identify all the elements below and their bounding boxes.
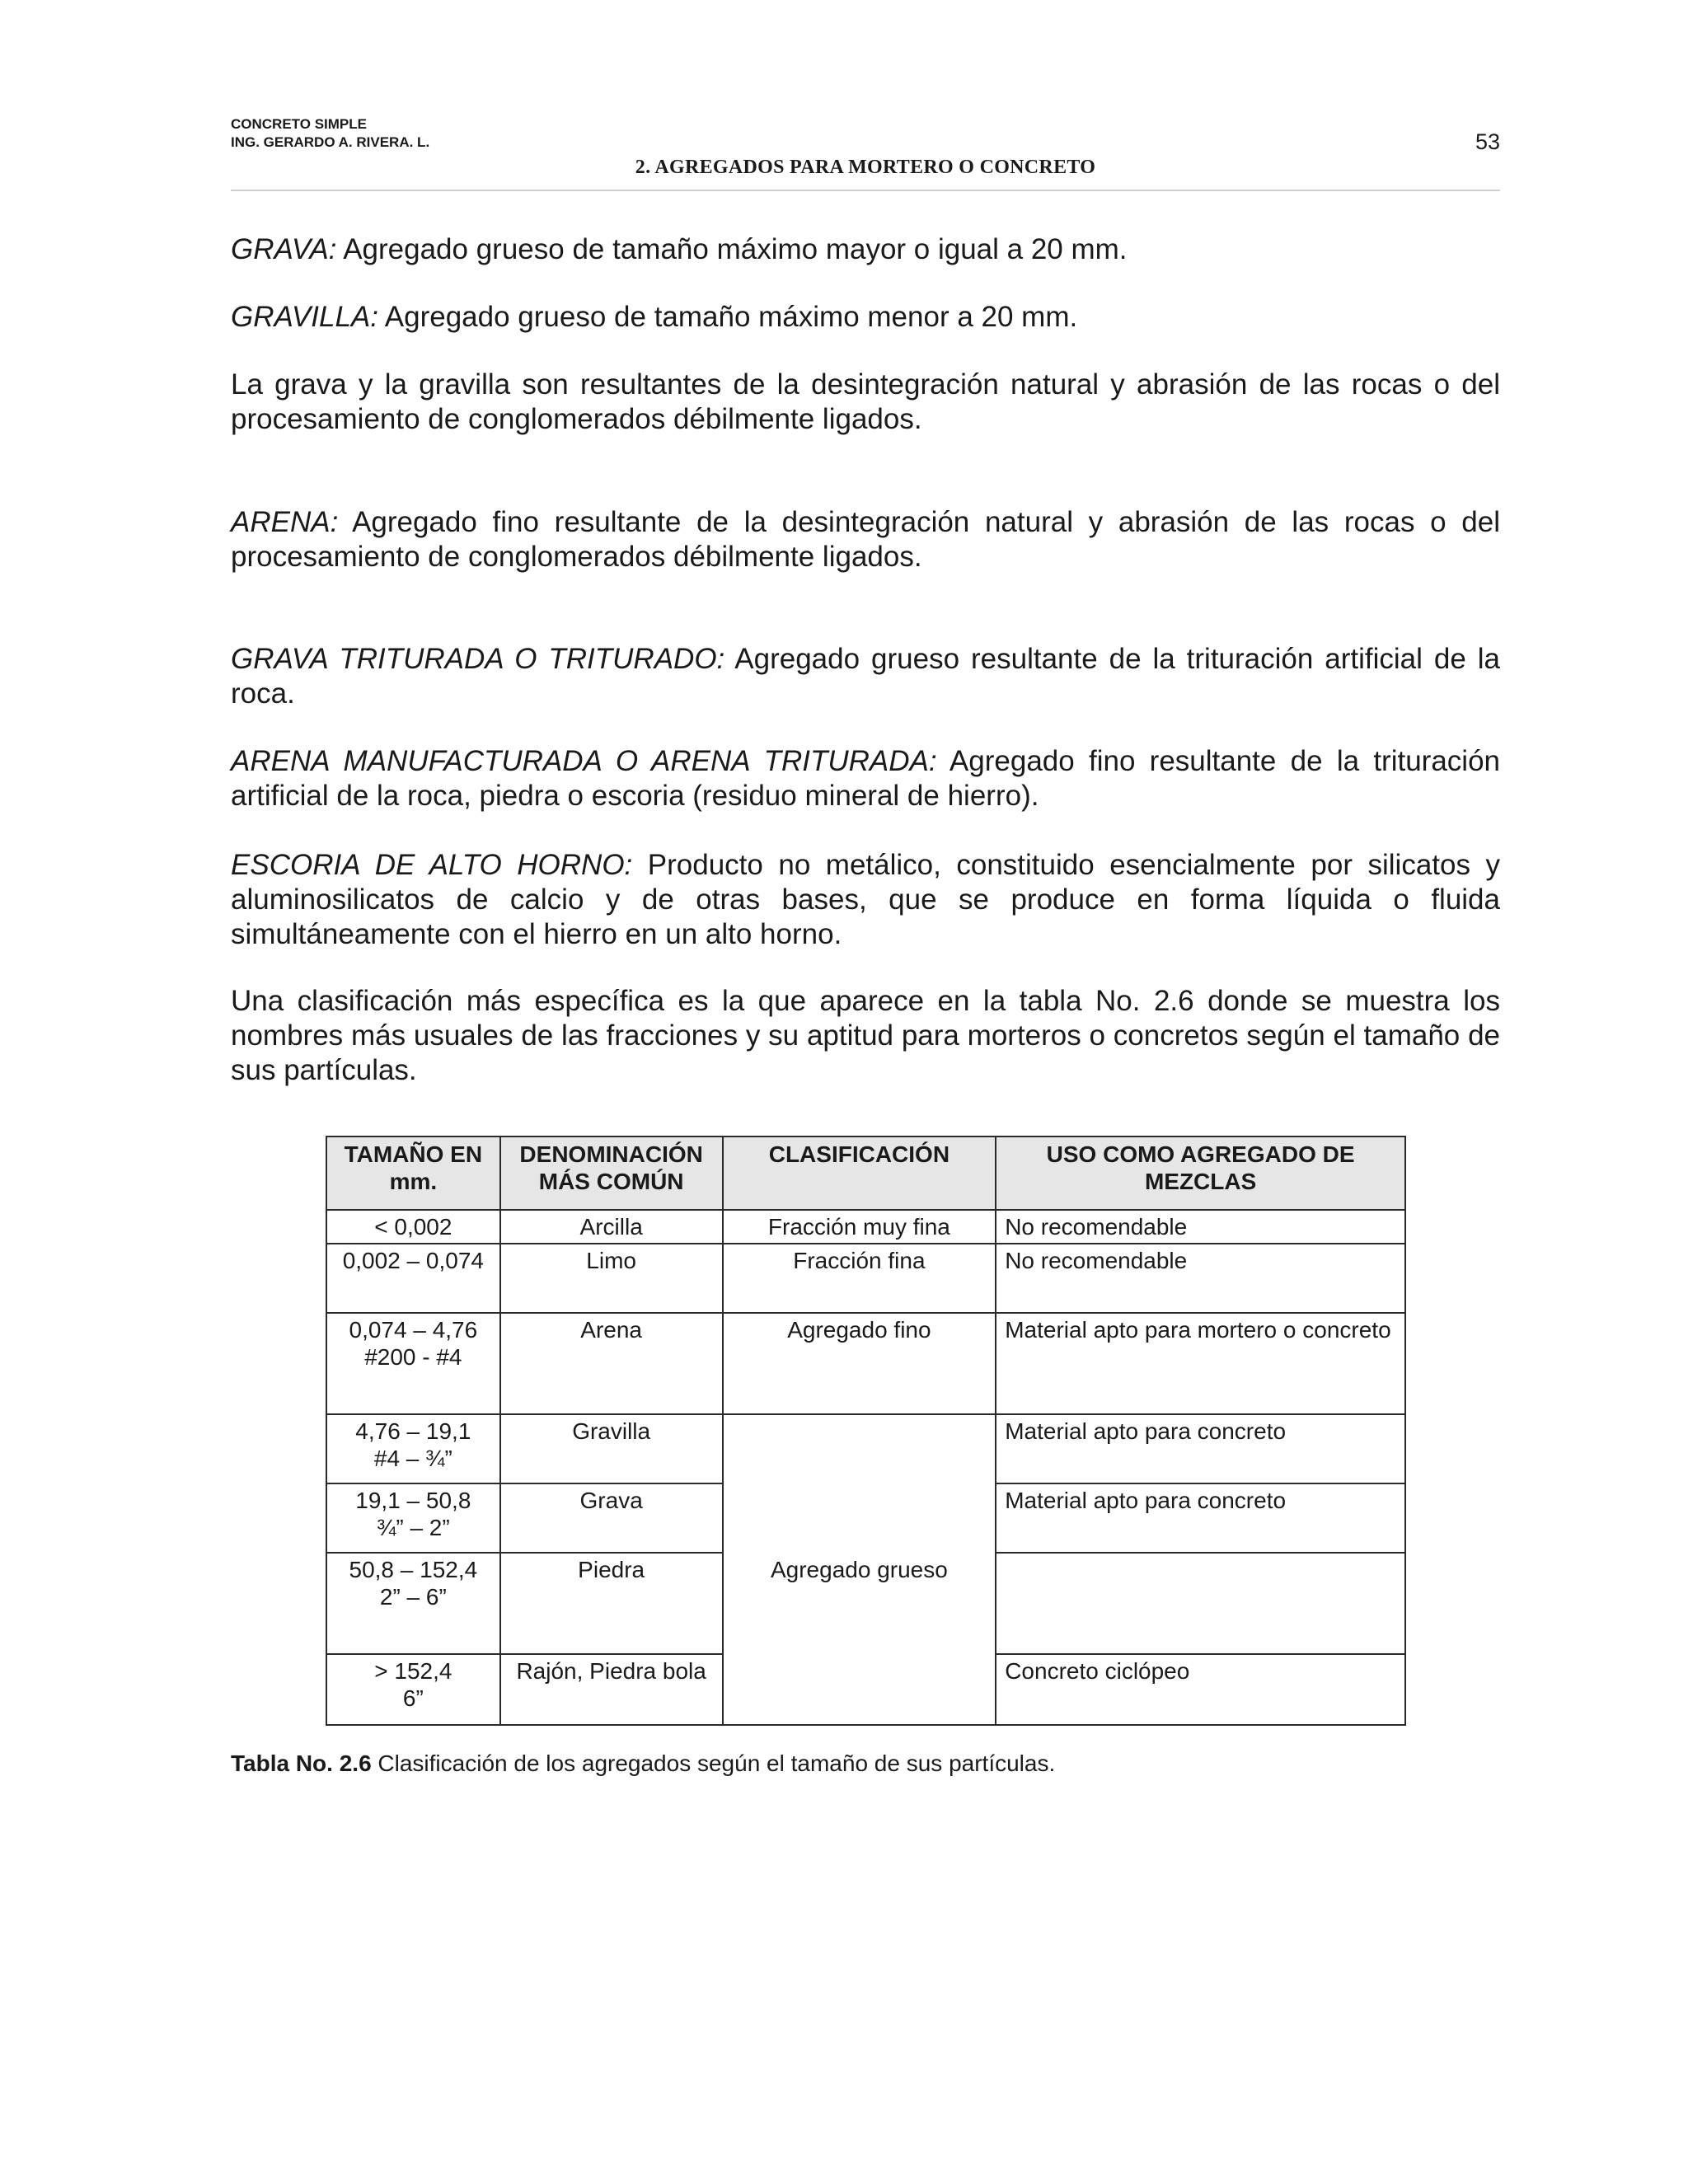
- term: ARENA:: [231, 506, 339, 538]
- paragraph-arena: [231, 505, 1500, 574]
- cell-use: No recomendable: [996, 1210, 1405, 1244]
- cell-use: Material apto para concreto: [996, 1414, 1405, 1483]
- cell-class: Fracción muy fina: [723, 1210, 996, 1244]
- paragraph-text: La grava y la gravilla son resultantes de la desintegración natural y abrasión de las rocas o del procesamiento de conglomerados débilmente ligados.: [231, 368, 1500, 435]
- paragraph-clasificacion: [231, 984, 1500, 1088]
- cell-size: 0,074 – 4,76 #200 - #4: [326, 1313, 500, 1414]
- paragraph-grava-gravilla: [231, 368, 1500, 437]
- paragraph-grava: [231, 232, 1500, 267]
- definition: Agregado grueso de tamaño máximo menor a 20 mm.: [377, 301, 1078, 333]
- author: ING. GERARDO A. RIVERA. L.: [231, 134, 430, 150]
- header-divider: [231, 190, 1500, 191]
- paragraph-grava-triturada: [231, 642, 1500, 711]
- cell-name: Arcilla: [500, 1210, 723, 1244]
- cell-use: Material apto para concreto: [996, 1483, 1405, 1553]
- definition: Agregado fino resultante de la desintegración natural y abrasión de las rocas o del procesamiento de conglomerados débilmente ligados.: [231, 506, 1500, 573]
- definition: Agregado fino resultante de la trituración artificial de la roca, piedra o escoria (residuo mineral de hierro).: [231, 745, 1500, 812]
- cell-name: Arena: [500, 1313, 723, 1414]
- definition: Producto no metálico, constituido esencialmente por silicatos y aluminosilicatos de calcio y de otras bases, que se produce en forma líquida o fluida simultáneamente con el hierro en un alto horno.: [231, 849, 1500, 950]
- cell-name: Rajón, Piedra bola: [500, 1654, 723, 1725]
- table-caption: [231, 1750, 1055, 1777]
- cell-use: No recomendable: [996, 1244, 1405, 1313]
- caption-text: Clasificación de los agregados según el tamaño de sus partículas.: [371, 1750, 1056, 1776]
- term: GRAVA TRITURADA O TRITURADO:: [231, 643, 725, 675]
- aggregates-table: [326, 1136, 1406, 1726]
- cell-use: Material apto para mortero o concreto: [996, 1313, 1405, 1414]
- header-left: [231, 115, 429, 152]
- cell-class-merged: Agregado grueso: [723, 1414, 996, 1725]
- paragraph-arena-manufacturada: [231, 744, 1500, 813]
- cell-size: 4,76 – 19,1 #4 – ¾”: [326, 1414, 500, 1483]
- doc-title: CONCRETO SIMPLE: [231, 116, 367, 132]
- header-class: CLASIFICACIÓN: [723, 1137, 996, 1210]
- table-row: [326, 1313, 1405, 1414]
- cell-size: < 0,002: [326, 1210, 500, 1244]
- table-row: [326, 1244, 1405, 1313]
- cell-class: Agregado fino: [723, 1313, 996, 1414]
- term: GRAVILLA:: [231, 301, 378, 333]
- caption-label: Tabla No. 2.6: [231, 1750, 372, 1776]
- page-number: 53: [1475, 129, 1500, 154]
- definition: Agregado grueso resultante de la trituración artificial de la roca.: [231, 643, 1500, 710]
- table-header-row: [326, 1137, 1405, 1210]
- cell-size: 19,1 – 50,8 ¾” – 2”: [326, 1483, 500, 1553]
- cell-name: Limo: [500, 1244, 723, 1313]
- header-use: USO COMO AGREGADO DE MEZCLAS: [996, 1137, 1405, 1210]
- header-name: DENOMINACIÓN MÁS COMÚN: [500, 1137, 723, 1210]
- cell-use: Concreto ciclópeo: [996, 1654, 1405, 1725]
- header-size: TAMAÑO EN mm.: [326, 1137, 500, 1210]
- paragraph-text: Una clasificación más específica es la que aparece en la tabla No. 2.6 donde se muestra los nombres más usuales de las fracciones y su aptitud para morteros o concretos según el tamaño de sus partículas.: [231, 985, 1500, 1086]
- cell-name: Grava: [500, 1483, 723, 1553]
- table-row: [326, 1414, 1405, 1483]
- cell-size: 0,002 – 0,074: [326, 1244, 500, 1313]
- paragraph-gravilla: [231, 300, 1500, 335]
- cell-name: Gravilla: [500, 1414, 723, 1483]
- cell-size: > 152,4 6”: [326, 1654, 500, 1725]
- paragraph-escoria: [231, 848, 1500, 952]
- term: ESCORIA DE ALTO HORNO:: [231, 849, 633, 881]
- cell-class: Fracción fina: [723, 1244, 996, 1313]
- cell-name: Piedra: [500, 1553, 723, 1654]
- cell-use: [996, 1553, 1405, 1654]
- page-header: [231, 115, 1500, 190]
- definition: Agregado grueso de tamaño máximo mayor o igual a 20 mm.: [336, 233, 1128, 265]
- cell-size: 50,8 – 152,4 2” – 6”: [326, 1553, 500, 1654]
- chapter-title: 2. AGREGADOS PARA MORTERO O CONCRETO: [635, 157, 1096, 178]
- term: GRAVA:: [231, 233, 337, 265]
- table-row: [326, 1210, 1405, 1244]
- term: ARENA MANUFACTURADA O ARENA TRITURADA:: [231, 745, 937, 777]
